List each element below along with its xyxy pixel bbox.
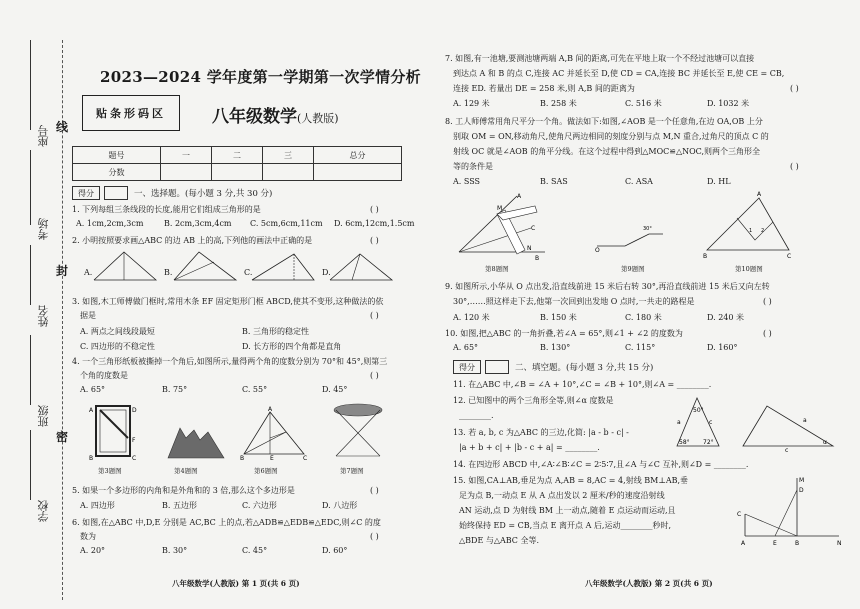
answer-paren[interactable]: ( )	[763, 297, 772, 306]
score-header: 题号	[73, 147, 161, 164]
section-title: 二、填空题。(每小题 3 分,共 15 分)	[515, 363, 654, 373]
option: C. ASA	[625, 177, 653, 186]
figure-caption: 第4题图	[174, 467, 198, 475]
q10-fold-figure	[703, 192, 793, 262]
class-label: 班级	[37, 405, 50, 427]
question-3-cont: 据是	[80, 311, 96, 320]
option: C. 45°	[242, 546, 268, 555]
question-12: 12. 已知图中的两个三角形全等,则∠α 度数是	[453, 396, 614, 405]
figure-caption: 第7题图	[340, 467, 364, 475]
binding-strip	[0, 0, 70, 609]
option: A.	[84, 268, 93, 277]
figure-caption: 第3题图	[98, 467, 122, 475]
score-row-label: 分数	[73, 164, 161, 181]
score-header: 三	[262, 147, 313, 164]
q2-figure-d	[330, 250, 395, 286]
figure-caption: 第8题图	[485, 265, 509, 273]
page-1	[72, 0, 427, 609]
field-line	[30, 335, 31, 405]
exam-title: 2023—2024 学年度第一学期第一次学情分析	[100, 68, 421, 86]
question-11: 11. 在△ABC 中,∠B = ∠A + 10°,∠C = ∠B + 10°,则∠A = ________.	[453, 380, 712, 389]
answer-paren[interactable]: ( )	[763, 329, 772, 338]
option: B.	[164, 268, 173, 277]
question-9: 9. 如图所示,小华从 O 点出发,沿直线前进 15 米后右转 30°,再沿直线前进 15 米后又向左转	[445, 282, 770, 291]
fig12-top-angle: 50°	[693, 407, 704, 414]
question-5: 5. 如果一个多边形的内角和是外角和的 3 倍,那么这个多边形是	[72, 486, 295, 495]
option: B. 75°	[162, 385, 188, 394]
score-cell[interactable]	[313, 164, 401, 181]
seal-char: 封	[56, 264, 69, 278]
option: C. 516 米	[625, 99, 662, 108]
option: A. 129 米	[453, 99, 490, 108]
svg-text:A: A	[757, 191, 762, 198]
score-header: 总分	[313, 147, 401, 164]
option: D. 长方形的四个角都是直角	[242, 342, 342, 351]
option: B. 五边形	[162, 501, 197, 510]
option: D. 60°	[322, 546, 348, 555]
field-line	[30, 430, 31, 500]
option: B. 258 米	[540, 99, 577, 108]
q2-figure-b	[174, 250, 239, 286]
q7-pond-figure	[330, 402, 388, 462]
svg-text:1: 1	[749, 228, 753, 234]
question-8-cont: 别取 OM = ON,移动角尺,使角尺两边相同的刻度分别与点 M,N 重合,过角尺的顶点 C 的	[453, 132, 769, 141]
section-1-header	[72, 186, 272, 200]
subject-name: 八年级数学	[212, 107, 297, 127]
seal-char: 线	[56, 120, 69, 134]
field-line	[30, 40, 31, 130]
question-15-cont: △BDE 与△ABC 全等.	[459, 536, 539, 545]
option: B. SAS	[540, 177, 568, 186]
svg-text:C: C	[303, 455, 308, 462]
fig15-label: M	[799, 477, 805, 484]
school-label: 学校	[37, 500, 50, 522]
fig12-side-a2: a	[803, 417, 807, 424]
q9-path-figure	[595, 212, 665, 252]
svg-text:C: C	[531, 225, 536, 232]
question-6: 6. 如图,在△ABC 中,D,E 分别是 AC,BC 上的点,若△ADB≌△EDB≌△EDC,则∠C 的度	[72, 518, 381, 527]
option: A. SSS	[453, 177, 481, 186]
subject-title	[212, 102, 339, 127]
option: A. 1cm,2cm,3cm	[76, 219, 144, 228]
answer-paren[interactable]: ( )	[370, 532, 379, 541]
option: B. 150 米	[540, 313, 577, 322]
option: D. 6cm,12cm,1.5cm	[334, 219, 415, 228]
seat-label: 座号	[37, 125, 50, 147]
question-4: 4. 一个三角形纸板被撕掉一个角后,如图所示,量得两个角的度数分别为 70°和 45°,则第三	[72, 357, 388, 366]
option: A. 120 米	[453, 313, 490, 322]
answer-paren[interactable]: ( )	[370, 236, 379, 245]
svg-text:C: C	[132, 455, 137, 462]
svg-text:B: B	[89, 455, 94, 462]
svg-text:C: C	[787, 253, 792, 260]
name-label: 姓名	[37, 305, 50, 327]
fig15-label: E	[773, 540, 777, 547]
option: D.	[322, 268, 331, 277]
option: D. 八边形	[322, 501, 358, 510]
score-header: 一	[161, 147, 212, 164]
svg-text:A: A	[89, 407, 94, 414]
svg-text:O: O	[595, 247, 600, 254]
question-15-cont: 始终保持 ED = CB,当点 E 离开点 A 后,运动________秒时,	[459, 521, 672, 530]
figure-caption: 第10题图	[735, 265, 763, 273]
question-8-cont: 等的条件是	[453, 162, 493, 171]
score-cell[interactable]	[262, 164, 313, 181]
q15-figure	[735, 476, 845, 548]
q4-torn-triangle	[168, 420, 224, 460]
q12-congruent-triangles	[673, 394, 843, 454]
page-footer: 八年级数学(人教版) 第 1 页(共 6 页)	[172, 579, 300, 588]
figure-caption: 第6题图	[254, 467, 278, 475]
svg-text:E: E	[270, 455, 274, 462]
option: C. 115°	[625, 343, 656, 352]
option: A. 两点之间线段最短	[80, 327, 155, 336]
fig12-side-a: a	[677, 419, 681, 426]
page-2	[445, 0, 850, 609]
question-1: 1. 下列每组三条线段的长度,能用它们组成三角形的是	[72, 205, 261, 214]
svg-text:M: M	[497, 205, 503, 212]
answer-paren[interactable]: ( )	[370, 205, 379, 214]
option: A. 65°	[80, 385, 106, 394]
svg-text:B: B	[240, 455, 245, 462]
score-header: 二	[212, 147, 263, 164]
section-title: 一、选择题。(每小题 3 分,共 30 分)	[134, 189, 273, 199]
option: B. 三角形的稳定性	[242, 327, 309, 336]
option: D. 240 米	[707, 313, 745, 322]
question-4-cont: 个角的度数是	[80, 371, 128, 380]
option: B. 30°	[162, 546, 188, 555]
answer-paren[interactable]: ( )	[370, 311, 379, 320]
svg-text:A: A	[517, 193, 522, 200]
option: C. 四边形的不稳定性	[80, 342, 155, 351]
option: C. 六边形	[242, 501, 277, 510]
fig15-label: A	[741, 540, 746, 547]
fig12-alpha: α	[823, 439, 827, 446]
answer-paren[interactable]: ( )	[790, 162, 799, 171]
field-line	[30, 150, 31, 225]
fig15-label: B	[795, 540, 800, 547]
fig15-label: C	[737, 511, 742, 518]
fig15-label: N	[837, 540, 842, 547]
option: A. 20°	[80, 546, 106, 555]
field-line	[30, 245, 31, 305]
fig12-left-angle: 58°	[679, 439, 690, 446]
question-15-cont: AN 运动,点 D 为射线 BM 上一动点,随着 E 点运动而运动,且	[459, 506, 676, 515]
question-8-cont: 射线 OC 就是∠AOB 的角平分线。在这个过程中得到△MOC≌△NOC,则两个三角形全	[453, 147, 761, 156]
fig12-right-angle: 72°	[703, 439, 714, 446]
section-2-header	[453, 360, 653, 374]
question-3: 3. 如图,木工师傅做门框时,常用木条 EF 固定矩形门框 ABCD,使其不变形,这种做法的依	[72, 297, 384, 306]
score-box[interactable]	[485, 360, 509, 374]
svg-text:30°: 30°	[643, 226, 652, 232]
option: A. 四边形	[80, 501, 115, 510]
option: C. 180 米	[625, 313, 662, 322]
page-footer: 八年级数学(人教版) 第 2 页(共 6 页)	[585, 579, 713, 588]
score-table	[72, 146, 402, 181]
svg-text:B: B	[703, 253, 708, 260]
option: D. HL	[707, 177, 731, 186]
option: B. 2cm,3cm,4cm	[164, 219, 232, 228]
option: C. 55°	[242, 385, 268, 394]
question-7-cont: 连接 ED. 若量出 DE = 258 米,则 A,B 间的距离为	[453, 84, 635, 93]
svg-text:2: 2	[761, 228, 765, 234]
question-7: 7. 如图,有一池塘,要测池塘两端 A,B 间的距离,可先在平地上取一个不经过池塘可以直接	[445, 54, 755, 63]
option: D. 160°	[707, 343, 738, 352]
fig15-label: D	[799, 487, 804, 494]
option: B. 130°	[540, 343, 571, 352]
score-cell[interactable]	[161, 164, 212, 181]
svg-text:B: B	[535, 255, 540, 262]
score-box-label: 得分	[72, 186, 100, 200]
edition: (人教版)	[297, 112, 339, 125]
question-8: 8. 工人师傅常用角尺平分一个角。做法如下:如图,∠AOB 是一个任意角,在边 OA,OB 上分	[445, 117, 763, 126]
svg-text:A: A	[268, 406, 273, 413]
svg-text:N: N	[527, 245, 532, 252]
score-box[interactable]	[104, 186, 128, 200]
svg-text:D: D	[132, 407, 137, 414]
option: C. 5cm,6cm,11cm	[250, 219, 323, 228]
q2-figure-a	[94, 250, 159, 286]
seal-char: 密	[56, 430, 69, 444]
room-label: 考场	[37, 218, 50, 240]
question-15-cont: 足为点 B,一动点 E 从 A 点出发以 2 厘米/秒的速度沿射线	[459, 491, 665, 500]
option: A. 65°	[453, 343, 479, 352]
barcode-area: 贴条形码区	[82, 95, 180, 131]
svg-text:F: F	[132, 437, 136, 444]
answer-paren[interactable]: ( )	[370, 371, 379, 380]
option: C.	[244, 268, 253, 277]
q3-door-figure	[88, 402, 148, 462]
score-box-label: 得分	[453, 360, 481, 374]
option: D. 1032 米	[707, 99, 750, 108]
option: D. 45°	[322, 385, 348, 394]
question-9-cont: 30°,……照这样走下去,他第一次回到出发地 O 点时,一共走的路程是	[453, 297, 695, 306]
question-2: 2. 小明按照要求画△ABC 的边 AB 上的高,下列他的画法中正确的是	[72, 236, 313, 245]
question-12-blank[interactable]: ________.	[459, 411, 494, 420]
question-10: 10. 如图,把△ABC 的一角折叠,若∠A = 65°,则∠1 + ∠2 的度数为	[445, 329, 683, 338]
answer-paren[interactable]: ( )	[370, 486, 379, 495]
q8-angle-ruler-figure	[457, 192, 547, 262]
score-cell[interactable]	[212, 164, 263, 181]
q2-figure-c	[252, 250, 317, 286]
fig12-side-c: c	[709, 419, 713, 426]
figure-caption: 第9题图	[621, 265, 645, 273]
q6-triangle-figure	[240, 408, 308, 460]
question-13: 13. 若 a, b, c 为△ABC 的三边,化简: |a - b - c| -	[453, 428, 629, 437]
question-13-cont: |a + b + c| + |b - c + a| = ________.	[459, 443, 600, 452]
question-6-cont: 数为	[80, 532, 96, 541]
answer-paren[interactable]: ( )	[790, 84, 799, 93]
question-14: 14. 在四边形 ABCD 中,∠A∶∠B∶∠C = 2∶5∶7,且∠A 与∠C 互补,则∠D = ________.	[453, 460, 749, 469]
fig12-side-c2: c	[785, 447, 789, 454]
question-15: 15. 如图,CA⊥AB,垂足为点 A,AB = 8,AC = 4,射线 BM⊥AB,垂	[453, 476, 689, 485]
question-7-cont: 到达点 A 和 B 的点 C,连接 AC 并延长至 D,使 CD = CA,连接 BC 并延长至 E,使 CE = CB,	[453, 69, 785, 78]
